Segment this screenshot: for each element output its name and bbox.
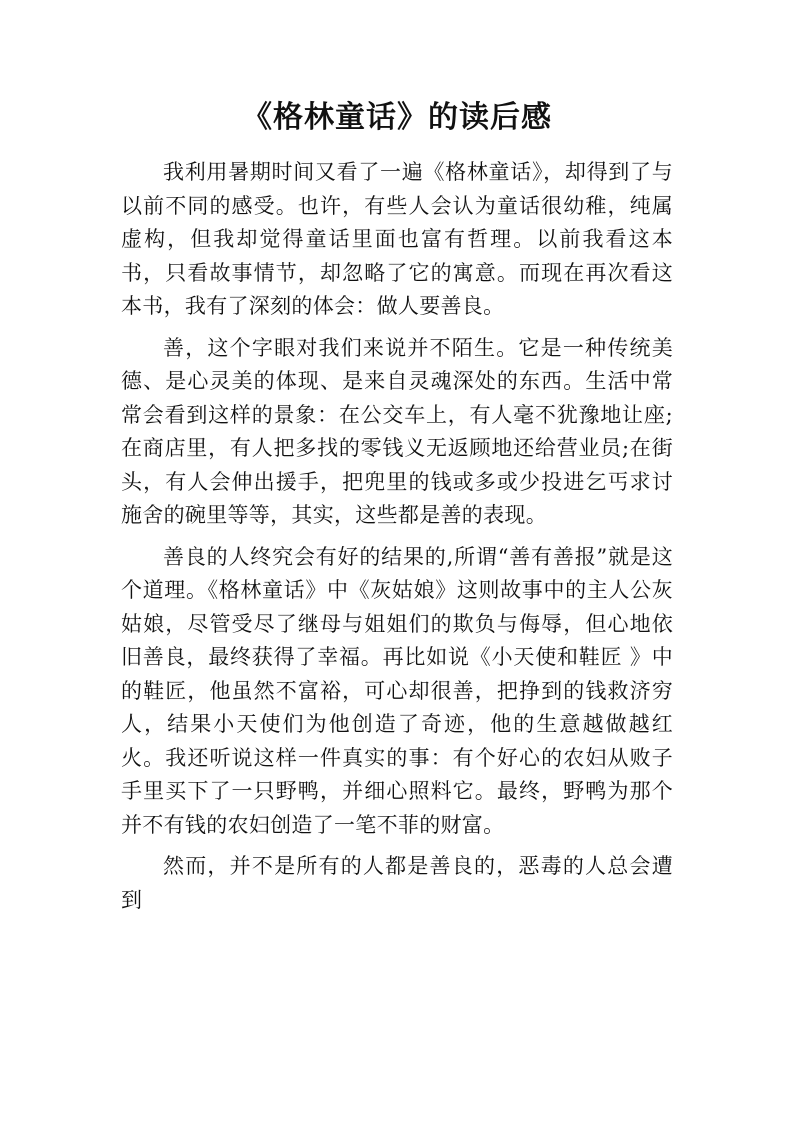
paragraph-3: 善良的人终究会有好的结果的,所谓“善有善报”就是这个道理。《格林童话》中《灰姑娘》这则故事中的主人公灰姑娘，尽管受尽了继母与姐姐们的欺负与侮辱，但心地依旧善良，最终获得了幸福。再比如说《小天使和鞋匠 》中的鞋匠，他虽然不富裕，可心却很善，把挣到的钱救济穷人，结果小天使们为他创造了奇迹，他的生意越做越红火。我还听说这样一件真实的事：有个好心的农妇从败子手里买下了一只野鸭，并细心照料它。最终，野鸭为那个并不有钱的农妇创造了一笔不菲的财富。: [121, 544, 673, 837]
paragraph-4: 然而，并不是所有的人都是善良的，恶毒的人总会遭到: [121, 854, 673, 912]
paragraph-2: 善，这个字眼对我们来说并不陌生。它是一种传统美德、是心灵美的体现、是来自灵魂深处的东西。生活中常常会看到这样的景象：在公交车上，有人毫不犹豫地让座;在商店里，有人把多找的零钱义无返顾地还给营业员;在街头，有人会伸出援手，把兜里的钱或多或少投进乞丐求讨施舍的碗里等等，其实，这些都是善的表现。: [121, 335, 673, 527]
paragraph-1: 我利用暑期时间又看了一遍《格林童话》，却得到了与以前不同的感受。也许，有些人会认为童话很幼稚，纯属虚构，但我却觉得童话里面也富有哲理。以前我看这本书，只看故事情节，却忽略了它的寓意。而现在再次看这本书，我有了深刻的体会：做人要善良。: [121, 160, 673, 318]
document-body: [121, 156, 673, 925]
page-title: 《格林童话》的读后感: [242, 100, 552, 135]
